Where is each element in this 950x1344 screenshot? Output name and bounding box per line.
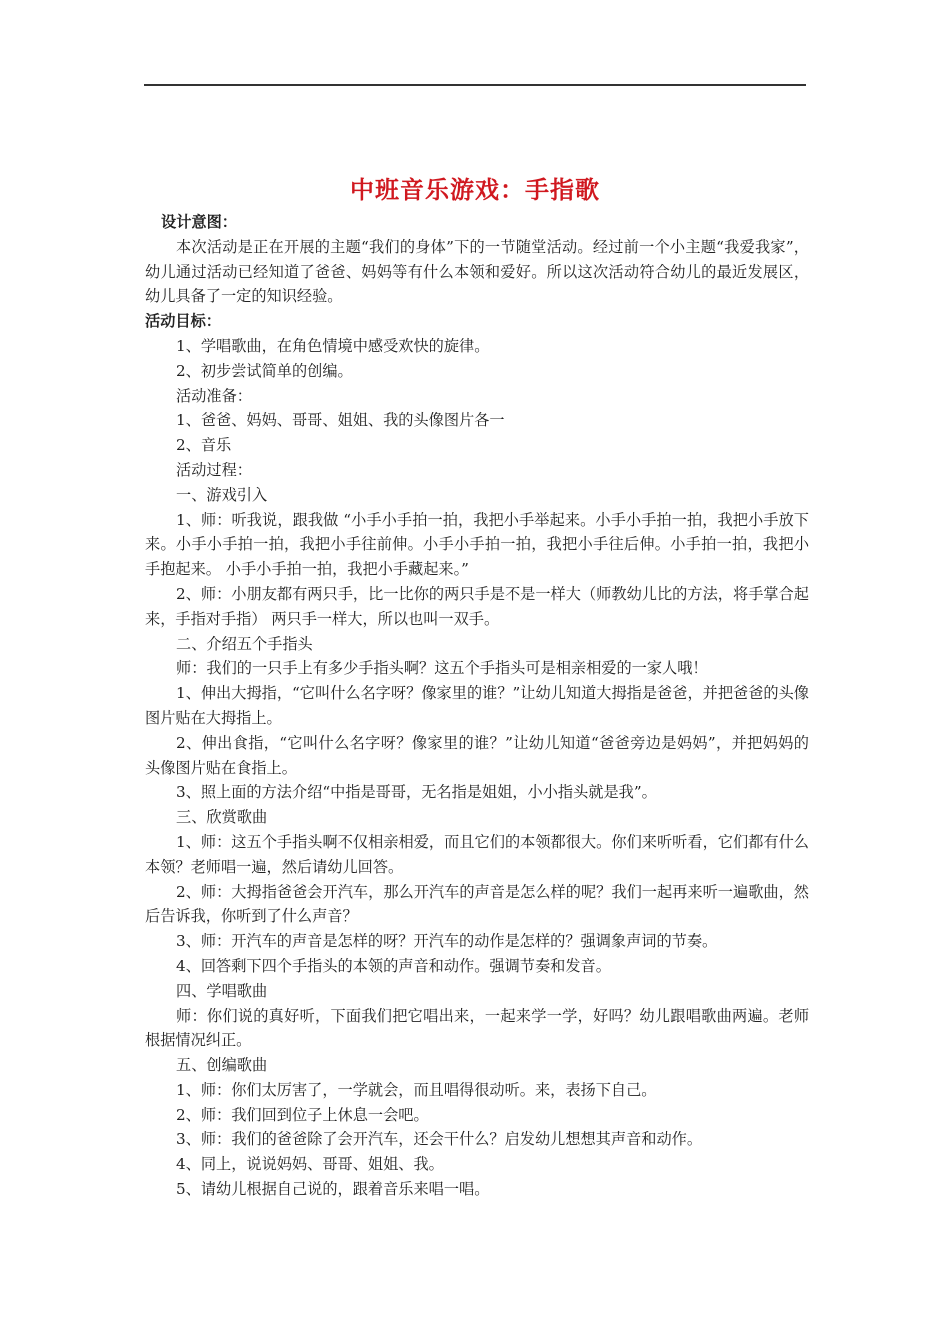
document-body — [145, 210, 809, 1202]
step-paragraph: 2、师：大拇指爸爸会开汽车，那么开汽车的声音是怎么样的呢？我们一起再来听一遍歌曲，然后告诉我，你听到了什么声音？ — [145, 882, 809, 926]
step-paragraph: 3、照上面的方法介绍“中指是哥哥，无名指是姐姐，小小指头就是我”。 — [176, 783, 657, 802]
step-paragraph: 5、请幼儿根据自己说的，跟着音乐来唱一唱。 — [176, 1180, 490, 1199]
step-paragraph: 1、师：听我说，跟我做 “小手小手拍一拍，我把小手举起来。小手小手拍一拍，我把小手放下来。小手小手拍一拍，我把小手往前伸。小手小手拍一拍，我把小手往后伸。小手拍一拍，我把小手抱起来。 小手小手拍一拍，我把小手藏起来。” — [145, 510, 809, 579]
step-paragraph: 师：我们的一只手上有多少手指头啊？这五个手指头可是相亲相爱的一家人哦！ — [176, 659, 708, 678]
document-title: 中班音乐游戏：手指歌 — [350, 175, 600, 204]
step-heading: 三、欣赏歌曲 — [176, 808, 268, 827]
section-heading-preparation: 活动准备： — [176, 386, 252, 405]
goal-item: 2、初步尝试简单的创编。 — [176, 361, 353, 380]
step-paragraph: 3、师：开汽车的声音是怎样的呀？开汽车的动作是怎样的？强调象声词的节奏。 — [176, 932, 718, 951]
step-heading: 一、游戏引入 — [176, 485, 268, 504]
section-heading-process: 活动过程： — [176, 460, 252, 479]
section-heading-design-intent: 设计意图： — [161, 213, 237, 231]
step-paragraph: 师：你们说的真好听，下面我们把它唱出来，一起来学一学，好吗？幼儿跟唱歌曲两遍。老师根据情况纠正。 — [145, 1006, 809, 1050]
step-heading: 五、创编歌曲 — [176, 1056, 268, 1075]
paragraph-design-intent: 本次活动是正在开展的主题“我们的身体”下的一节随堂活动。经过前一个小主题“我爱我家”，幼儿通过活动已经知道了爸爸、妈妈等有什么本领和爱好。所以这次活动符合幼儿的最近发展区，幼儿具备了一定的知识经验。 — [145, 237, 809, 306]
step-paragraph: 2、伸出食指，“它叫什么名字呀？像家里的谁？”让幼儿知道“爸爸旁边是妈妈”，并把妈妈的头像图片贴在食指上。 — [145, 733, 809, 777]
preparation-item: 2、音乐 — [176, 436, 232, 455]
step-paragraph: 4、回答剩下四个手指头的本领的声音和动作。强调节奏和发音。 — [176, 956, 611, 975]
step-paragraph: 1、师：你们太厉害了，一学就会，而且唱得很动听。来，表扬下自己。 — [176, 1080, 657, 1099]
step-paragraph: 2、师：我们回到位子上休息一会吧。 — [176, 1105, 429, 1124]
step-paragraph: 1、师：这五个手指头啊不仅相亲相爱，而且它们的本领都很大。你们来听听看，它们都有什么本领？老师唱一遍，然后请幼儿回答。 — [145, 832, 809, 876]
step-paragraph: 2、师：小朋友都有两只手，比一比你的两只手是不是一样大（师教幼儿比的方法，将手掌合起来，手指对手指） 两只手一样大，所以也叫一双手。 — [145, 584, 809, 628]
step-heading: 二、介绍五个手指头 — [176, 634, 313, 653]
step-heading: 四、学唱歌曲 — [176, 981, 268, 1000]
section-heading-goals: 活动目标： — [145, 312, 221, 331]
goal-item: 1、学唱歌曲，在角色情境中感受欢快的旋律。 — [176, 336, 490, 355]
header-rule — [144, 84, 806, 86]
step-paragraph: 1、伸出大拇指，“它叫什么名字呀？像家里的谁？”让幼儿知道大拇指是爸爸，并把爸爸的头像图片贴在大拇指上。 — [145, 684, 809, 727]
step-paragraph: 4、同上，说说妈妈、哥哥、姐姐、我。 — [176, 1155, 444, 1174]
preparation-item: 1、爸爸、妈妈、哥哥、姐姐、我的头像图片各一 — [176, 411, 505, 430]
step-paragraph: 3、师：我们的爸爸除了会开汽车，还会干什么？启发幼儿想想其声音和动作。 — [176, 1130, 703, 1149]
